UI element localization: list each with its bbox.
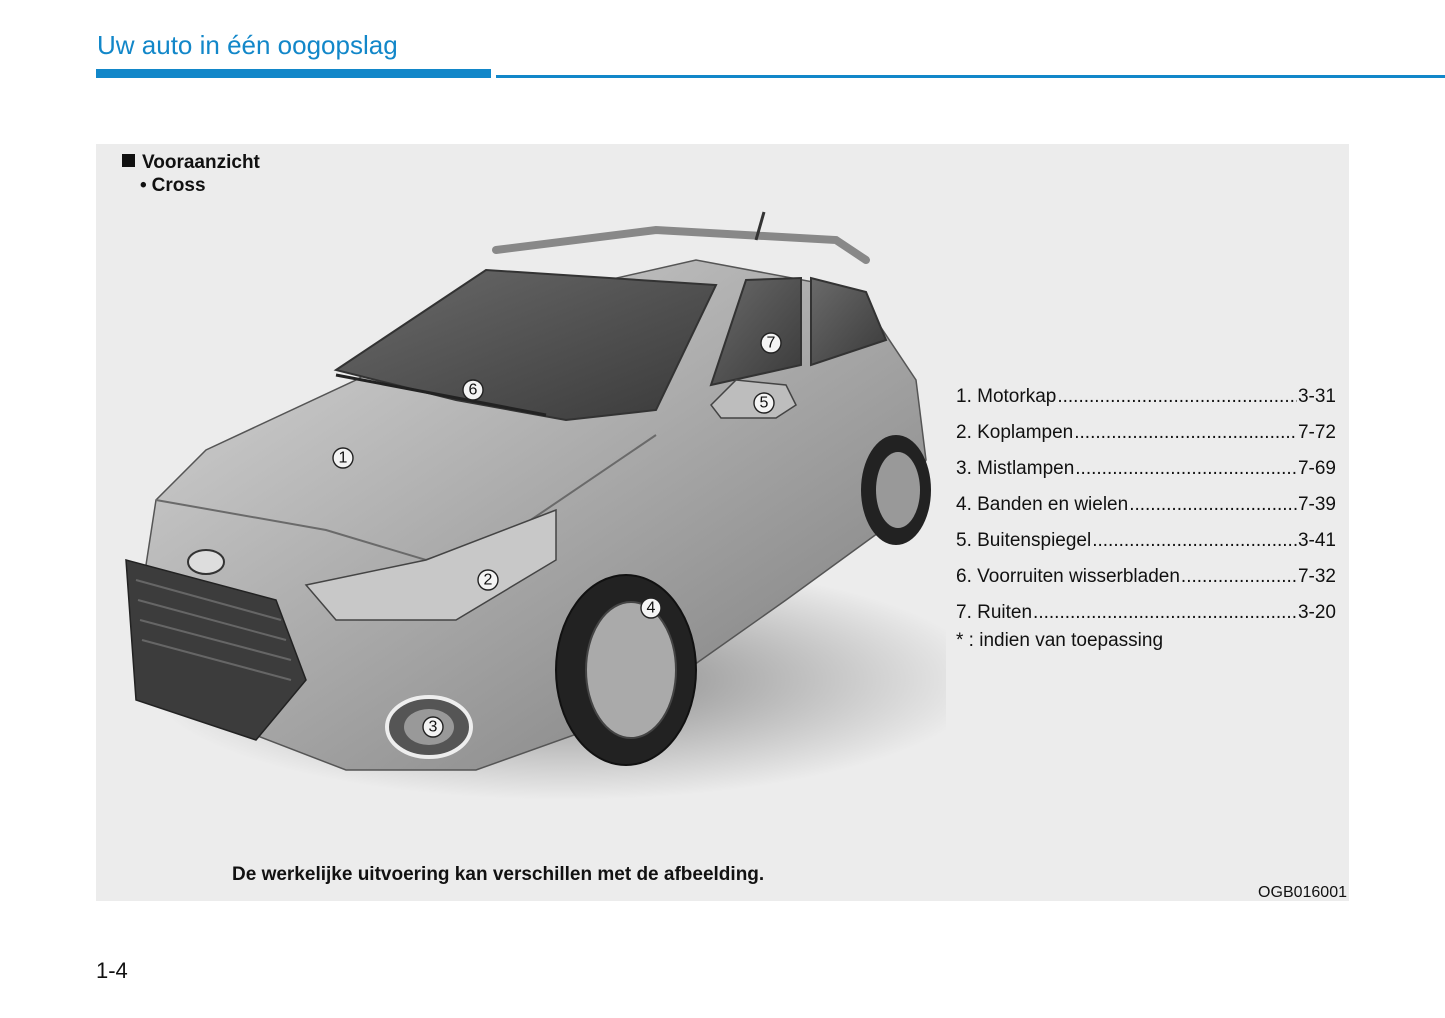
legend-page: 7-72 bbox=[1297, 422, 1336, 443]
leader-dots bbox=[1074, 422, 1297, 444]
brand-logo bbox=[188, 550, 224, 574]
callout-5 bbox=[754, 393, 774, 413]
image-code: OGB016001 bbox=[1258, 884, 1347, 901]
leader-dots bbox=[1033, 602, 1297, 624]
legend-item bbox=[956, 516, 1336, 552]
callout-3-label: 3 bbox=[428, 718, 438, 736]
legend-label: 1. Motorkap bbox=[956, 386, 1057, 407]
section-title bbox=[122, 152, 260, 174]
legend-item bbox=[956, 408, 1336, 444]
callout-5-label: 5 bbox=[759, 394, 769, 412]
callout-7 bbox=[761, 333, 781, 353]
disclaimer: De werkelijke uitvoering kan verschillen met de afbeelding. bbox=[232, 864, 765, 885]
legend-page: 3-31 bbox=[1297, 386, 1336, 407]
bullet-icon: • bbox=[140, 175, 147, 196]
legend-label: 4. Banden en wielen bbox=[956, 494, 1129, 515]
roof-rail bbox=[496, 230, 866, 260]
square-bullet-icon bbox=[122, 154, 135, 167]
legend-page: 7-69 bbox=[1297, 458, 1336, 479]
legend-label: 2. Koplampen bbox=[956, 422, 1074, 443]
callout-4 bbox=[641, 598, 661, 618]
callout-2-label: 2 bbox=[483, 571, 493, 589]
callout-6-label: 6 bbox=[468, 381, 478, 399]
header-rule-thin bbox=[496, 75, 1445, 78]
leader-dots bbox=[1129, 494, 1297, 516]
callout-4-label: 4 bbox=[646, 599, 656, 617]
leader-dots bbox=[1092, 530, 1297, 552]
callout-1-label: 1 bbox=[338, 449, 348, 467]
header-rule-thick bbox=[96, 69, 491, 78]
car-illustration bbox=[96, 200, 946, 840]
leader-dots bbox=[1181, 566, 1297, 588]
page-title: Uw auto in één oogopslag bbox=[97, 30, 398, 60]
legend-label: 3. Mistlampen bbox=[956, 458, 1075, 479]
legend-label: 6. Voorruiten wisserbladen bbox=[956, 566, 1180, 587]
legend-item bbox=[956, 372, 1336, 408]
legend-note: * : indien van toepassing bbox=[956, 630, 1164, 651]
legend-page: 3-20 bbox=[1297, 602, 1336, 623]
parts-legend bbox=[956, 372, 1336, 652]
legend-item bbox=[956, 588, 1336, 624]
legend-item bbox=[956, 552, 1336, 588]
section-subtitle-text: Cross bbox=[151, 175, 206, 196]
legend-page: 7-32 bbox=[1297, 566, 1336, 587]
legend-label: 5. Buitenspiegel bbox=[956, 530, 1092, 551]
legend-item bbox=[956, 444, 1336, 480]
callout-3 bbox=[423, 717, 443, 737]
section-subtitle bbox=[140, 175, 206, 197]
illustration-panel bbox=[96, 144, 1349, 901]
callout-2 bbox=[478, 570, 498, 590]
legend-item bbox=[956, 480, 1336, 516]
leader-dots bbox=[1057, 386, 1297, 408]
legend-label: 7. Ruiten bbox=[956, 602, 1033, 623]
legend-page: 3-41 bbox=[1297, 530, 1336, 551]
callout-7-label: 7 bbox=[766, 334, 776, 352]
section-title-text: Vooraanzicht bbox=[142, 152, 260, 173]
page-number: 1-4 bbox=[96, 958, 128, 983]
callout-6 bbox=[463, 380, 483, 400]
callout-1 bbox=[333, 448, 353, 468]
legend-page: 7-39 bbox=[1297, 494, 1336, 515]
leader-dots bbox=[1075, 458, 1297, 480]
